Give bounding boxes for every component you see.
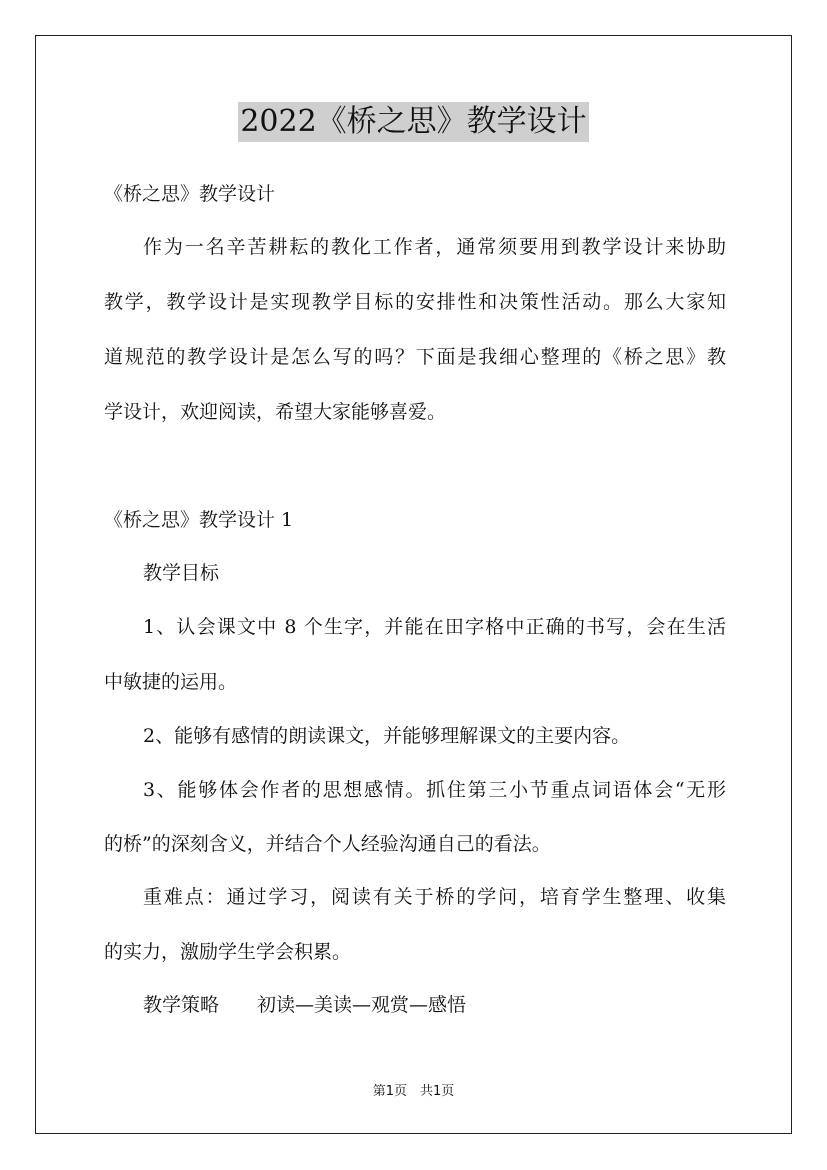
goal-1-line-1: 1、认会课文中 8 个生字，并能在田字格中正确的书写，会在生活 bbox=[143, 616, 726, 638]
goal-2: 2、能够有感情的朗读课文，并能够理解课文的主要内容。 bbox=[143, 725, 631, 747]
intro-line-4: 学设计，欢迎阅读，希望大家能够喜爱。 bbox=[104, 401, 447, 423]
intro-line-1: 作为一名辛苦耕耘的教化工作者，通常须要用到教学设计来协助 bbox=[143, 236, 726, 258]
document-title: 2022《桥之思》教学设计 bbox=[238, 102, 588, 142]
intro-line-2: 教学，教学设计是实现教学目标的安排性和决策性活动。那么大家知 bbox=[104, 291, 726, 313]
intro-line-3: 道规范的教学设计是怎么写的吗？下面是我细心整理的《桥之思》教 bbox=[104, 346, 726, 368]
teaching-strategy: 教学策略 初读—美读—观赏—感悟 bbox=[143, 994, 467, 1016]
intro-heading: 《桥之思》教学设计 bbox=[104, 183, 276, 205]
section-heading: 《桥之思》教学设计 1 bbox=[104, 509, 294, 531]
goal-1-line-2: 中敏捷的运用。 bbox=[104, 671, 238, 693]
goal-3-line-2: 的桥”的深刻含义，并结合个人经验沟通自己的看法。 bbox=[104, 833, 551, 855]
goals-heading: 教学目标 bbox=[143, 562, 220, 584]
goal-3-line-1: 3、能够体会作者的思想感情。抓住第三小节重点词语体会“无形 bbox=[143, 779, 726, 801]
key-points-line-2: 的实力，激励学生学会积累。 bbox=[104, 941, 352, 963]
title-container bbox=[0, 102, 827, 142]
page-footer: 第1页 共1页 bbox=[372, 1084, 455, 1099]
key-points-line-1: 重难点：通过学习，阅读有关于桥的学问，培育学生整理、收集 bbox=[143, 886, 726, 908]
